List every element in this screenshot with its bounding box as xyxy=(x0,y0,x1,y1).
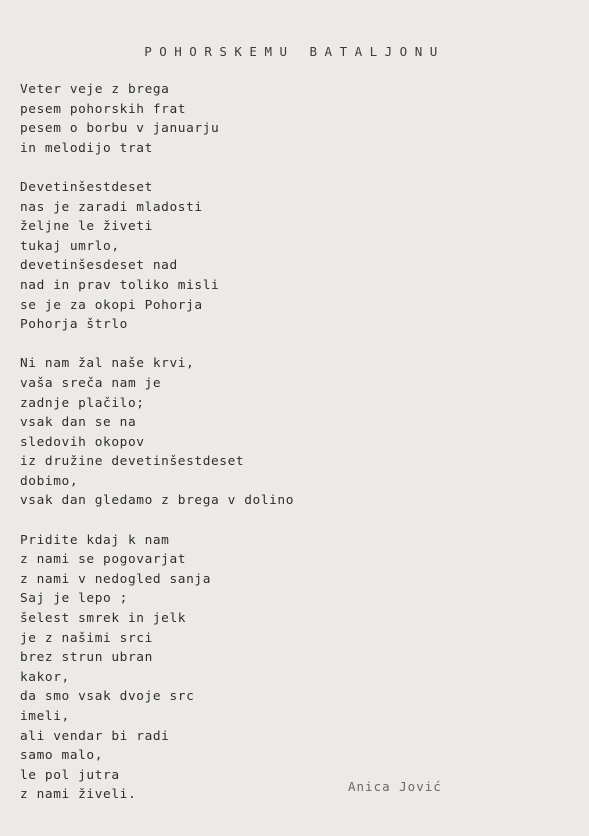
poem-line: iz družine devetinšestdeset xyxy=(20,454,245,470)
stanza-1 xyxy=(20,80,560,158)
poem-line: Pohorja štrlo xyxy=(20,317,128,333)
poem-line: zadnje plačilo; xyxy=(20,395,145,411)
poem-line: željne le živeti xyxy=(20,219,153,235)
poem-line: kakor, xyxy=(20,669,70,685)
poem-line: le pol jutra xyxy=(20,767,120,783)
poem-line: in melodijo trat xyxy=(20,140,153,156)
poem-line: šelest smrek in jelk xyxy=(20,611,187,627)
poem-line: z nami v nedogled sanja xyxy=(20,571,212,587)
poem-line: vsak dan gledamo z brega v dolino xyxy=(20,493,295,509)
poem-line: tukaj umrlo, xyxy=(20,238,120,254)
poem-line: Devetinšestdeset xyxy=(20,179,153,195)
poem-line: devetinšesdeset nad xyxy=(20,258,178,274)
poem-line: da smo vsak dvoje src xyxy=(20,689,195,705)
poem-title: POHORSKEMU BATALJONU xyxy=(144,44,445,59)
poem-line: Saj je lepo ; xyxy=(20,591,128,607)
poem-line: vsak dan se na xyxy=(20,415,137,431)
stanza-4 xyxy=(20,531,560,805)
poem-line: sledovih okopov xyxy=(20,434,145,450)
poem-line: Pridite kdaj k nam xyxy=(20,532,170,548)
poem-line: z nami se pogovarjat xyxy=(20,552,187,568)
poem-line: samo malo, xyxy=(20,748,104,764)
poem-line: brez strun ubran xyxy=(20,650,153,666)
stanza-3 xyxy=(20,354,560,511)
poem-line: nad in prav toliko misli xyxy=(20,277,220,293)
poem-line: se je za okopi Pohorja xyxy=(20,297,203,313)
stanza-2 xyxy=(20,178,560,335)
poem-line: Ni nam žal naše krvi, xyxy=(20,356,195,372)
poem-line: ali vendar bi radi xyxy=(20,728,170,744)
poem-line: z nami živeli. xyxy=(20,787,137,803)
poem-line: nas je zaradi mladosti xyxy=(20,199,203,215)
poem-line: Veter veje z brega xyxy=(20,82,170,97)
poem-line: vaša sreča nam je xyxy=(20,375,162,391)
poem-line: je z našimi srci xyxy=(20,630,153,646)
poem-body xyxy=(20,80,560,825)
poem-line: pesem pohorskih frat xyxy=(20,101,187,117)
poem-line: pesem o borbu v januarju xyxy=(20,121,220,137)
author-signature: Anica Jović xyxy=(348,779,442,794)
poem-line: dobimo, xyxy=(20,473,79,489)
poem-line: imeli, xyxy=(20,709,70,724)
